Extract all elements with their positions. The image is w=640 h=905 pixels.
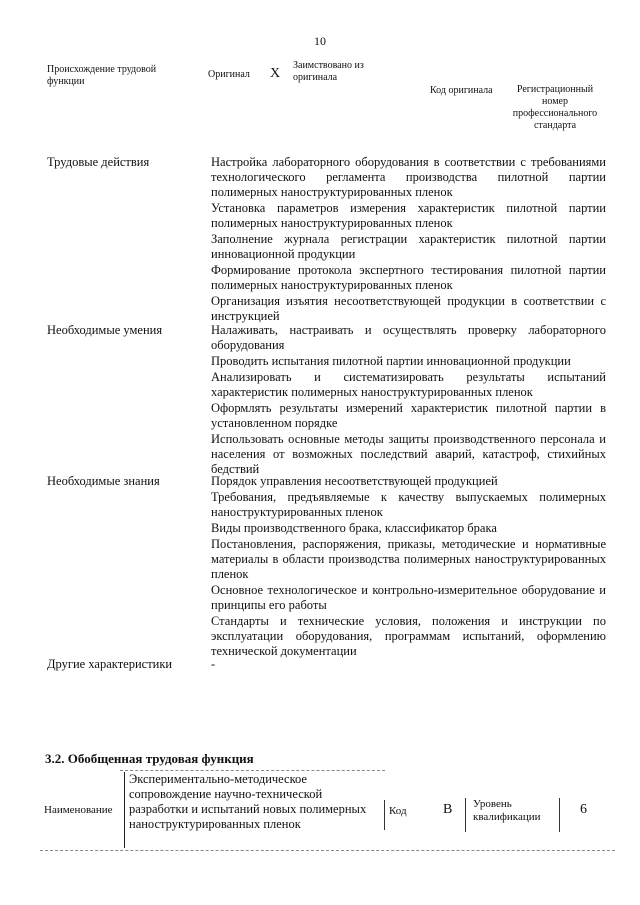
generalized-function-heading: 3.2. Обобщенная трудовая функция xyxy=(45,751,254,766)
list-item: Оформлять результаты измерений характеристик пилотной партии в установленном порядке xyxy=(211,401,606,430)
name-label: Наименование xyxy=(44,804,113,816)
list-item: Налаживать, настраивать и осуществлять проверку лабораторного оборудования xyxy=(211,323,606,352)
knowledge-list xyxy=(211,474,606,660)
list-item: Порядок управления несоответствующей продукцией xyxy=(211,474,498,488)
level-value: 6 xyxy=(580,802,587,817)
list-item: Постановления, распоряжения, приказы, методические и нормативные материалы в области производства полимерных наноструктурированных пленок xyxy=(211,537,606,581)
original-label: Оригинал xyxy=(208,69,250,80)
borrowed-label: Заимствовано из оригинала xyxy=(293,60,364,83)
level-label: Уровень квалификации xyxy=(473,798,541,823)
list-item: Использовать основные методы защиты производственного персонала и населения от возможных последствий аварий, катастроф, стихийных бедствий xyxy=(211,432,606,476)
table-bottom-border xyxy=(40,850,615,851)
list-item: Формирование протокола экспертного тестирования пилотной партии полимерных наноструктурированных пленок xyxy=(211,263,606,292)
page-number: 10 xyxy=(314,34,326,48)
function-name-value: Экспериментально-методическое сопровождение научно-технической разработки и испытаний новых полимерных наноструктурированных пленок xyxy=(124,772,381,848)
list-item: Основное технологическое и контрольно-измерительное оборудование и принципы его работы xyxy=(211,583,606,612)
list-item: - xyxy=(211,657,216,671)
code-label: Код xyxy=(389,805,407,817)
list-item: Стандарты и технические условия, положения и инструкции по эксплуатации оборудования, программам испытаний, оформлению технической документации xyxy=(211,614,606,658)
section-label-labor-actions: Трудовые действия xyxy=(47,155,150,169)
list-item: Проводить испытания пилотной партии инновационной продукции xyxy=(211,354,571,368)
reg-number-label: Регистрационный номер профессионального стандарта xyxy=(512,84,598,131)
x-mark: X xyxy=(270,66,281,81)
divider xyxy=(384,800,385,830)
original-code-label: Код оригинала xyxy=(430,85,493,96)
labor-actions-list xyxy=(211,155,606,325)
origin-label: Происхождение трудовой функции xyxy=(47,64,157,87)
skills-list xyxy=(211,323,606,478)
other-list xyxy=(211,657,606,673)
list-item: Настройка лабораторного оборудования в соответствии с требованиями технологического регламента производства пилотной партии полимерных наноструктурированных пленок xyxy=(211,155,606,199)
divider xyxy=(559,798,560,832)
list-item: Виды производственного брака, классификатор брака xyxy=(211,521,497,535)
section-label-skills: Необходимые умения xyxy=(47,323,163,337)
list-item: Организация изъятия несоответствующей продукции в соответствии с инструкцией xyxy=(211,294,606,323)
list-item: Анализировать и систематизировать результаты испытаний характеристик полимерных наноструктурированных пленок xyxy=(211,370,606,399)
section-label-knowledge: Необходимые знания xyxy=(47,474,160,488)
list-item: Заполнение журнала регистрации характеристик пилотной партии инновационной продукции xyxy=(211,232,606,261)
list-item: Установка параметров измерения характеристик пилотной партии полимерных наноструктурированных пленок xyxy=(211,201,606,230)
code-value: B xyxy=(443,802,453,817)
section-label-other: Другие характеристики xyxy=(47,657,173,671)
table-top-border xyxy=(120,770,385,771)
divider xyxy=(465,798,466,832)
list-item: Требования, предъявляемые к качеству выпускаемых полимерных наноструктурированных пленок xyxy=(211,490,606,519)
